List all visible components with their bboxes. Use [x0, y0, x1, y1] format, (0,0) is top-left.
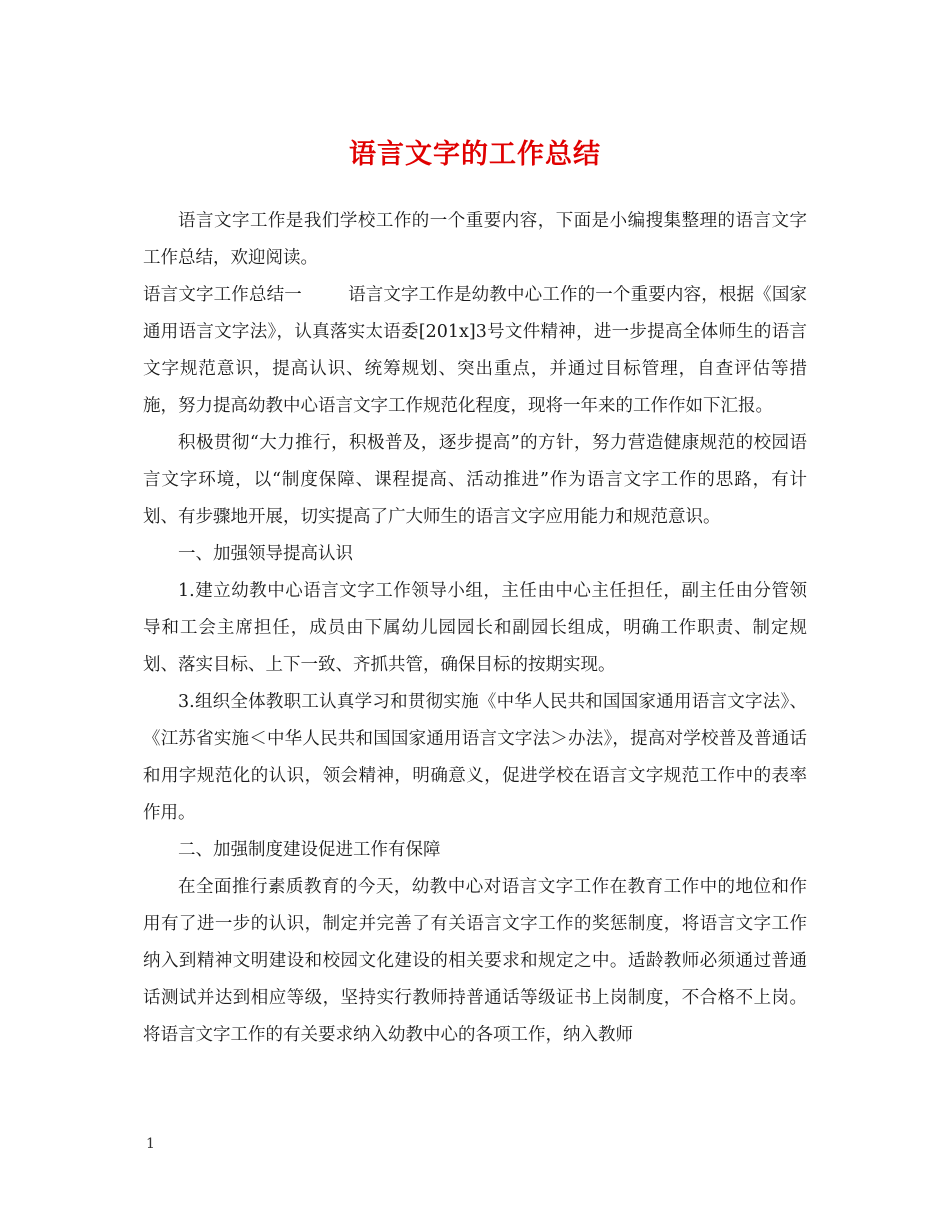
item-3-paragraph: 3.组织全体教职工认真学习和贯彻实施《中华人民共和国国家通用语言文字法》、《江苏省实施＜中华人民共和国国家通用语言文字法＞办法》，提高对学校普及普通话和用字规范化的认识，领会精神，明确意义，促进学校在语言文字规范工作中的表率作用。 [143, 692, 807, 823]
page-number: 1 [146, 1136, 155, 1152]
policy-paragraph: 积极贯彻“大力推行，积极普及，逐步提高”的方针，努力营造健康规范的校园语言文字环境，以“制度保障、课程提高、活动推进”作为语言文字工作的思路，有计划、有步骤地开展，切实提高了广大师生的语言文字应用能力和规范意识。 [143, 433, 807, 527]
document-title: 语言文字的工作总结 [349, 139, 601, 170]
system-paragraph: 在全面推行素质教育的今天，幼教中心对语言文字工作在教育工作中的地位和作用有了进一步的认识，制定并完善了有关语言文字工作的奖惩制度，将语言文字工作纳入到精神文明建设和校园文化建设的相关要求和规定之中。适龄教师必须通过普通话测试并达到相应等级，坚持实行教师持普通话等级证书上岗制度，不合格不上岗。将语言文字工作的有关要求纳入幼教中心的各项工作，纳入教师 [143, 877, 807, 1045]
section-one-paragraph [143, 277, 807, 425]
intro-paragraph: 语言文字工作是我们学校工作的一个重要内容，下面是小编搜集整理的语言文字工作总结，欢迎阅读。 [143, 211, 807, 268]
item-1-paragraph: 1.建立幼教中心语言文字工作领导小组，主任由中心主任担任，副主任由分管领导和工会主席担任，成员由下属幼儿园园长和副园长组成，明确工作职责、制定规划、落实目标、上下一致、齐抓共管，确保目标的按期实现。 [143, 581, 807, 675]
section-one-text: 语言文字工作是幼教中心工作的一个重要内容，根据《国家通用语言文字法》，认真落实太语委[201x]3号文件精神，进一步提高全体师生的语言文字规范意识，提高认识、统筹规划、突出重点，并通过目标管理，自查评估等措施，努力提高幼教中心语言文字工作规范化程度，现将一年来的工作作如下汇报。 [143, 285, 808, 416]
heading-leadership: 一、加强领导提高认识 [178, 544, 353, 564]
heading-system: 二、加强制度建设促进工作有保障 [178, 840, 441, 860]
document-body [143, 203, 807, 1054]
section-label: 语言文字工作总结一 [143, 285, 302, 305]
